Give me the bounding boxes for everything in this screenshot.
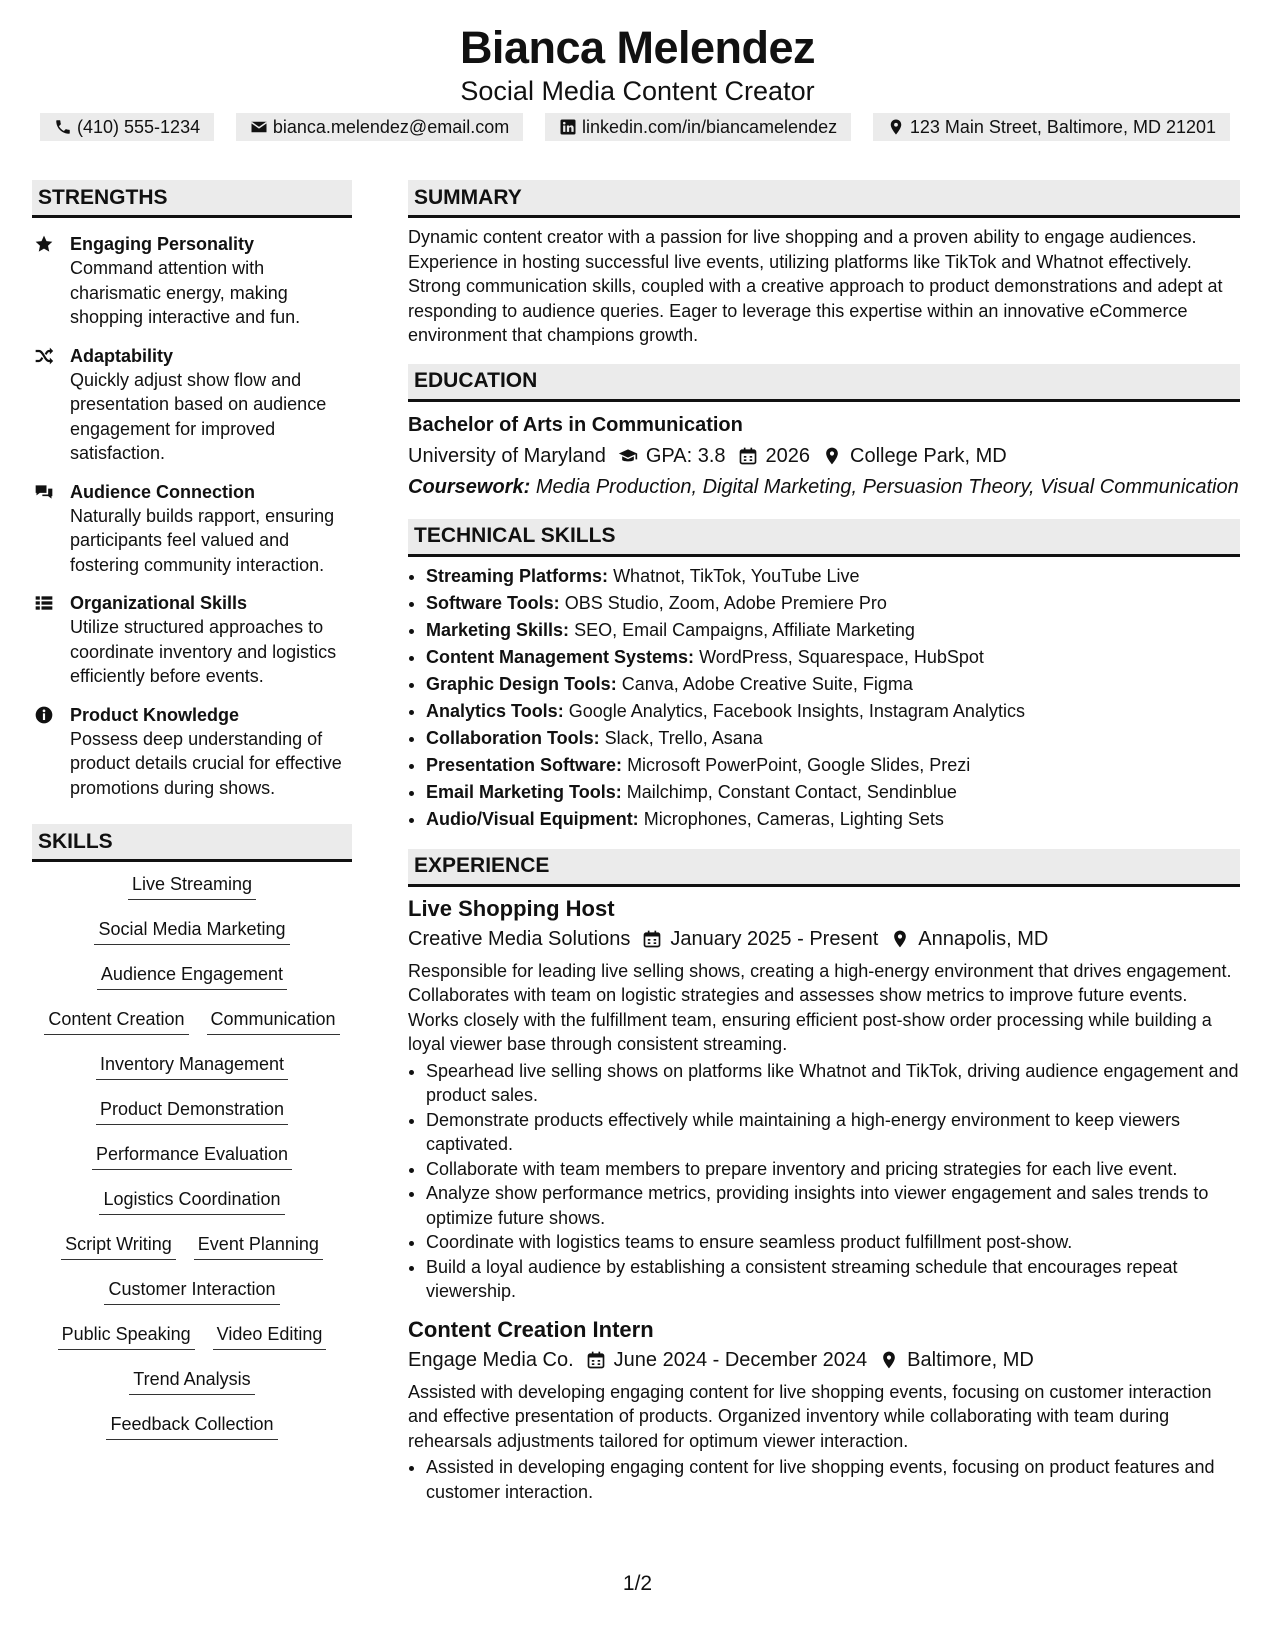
map-pin-icon	[879, 1350, 899, 1370]
calendar-icon	[586, 1350, 606, 1370]
list-item: • Build a loyal audience by establishing a consistent streaming schedule that encourages repeat viewership.	[426, 1255, 1240, 1304]
contact-phone	[40, 113, 214, 141]
list-item: • Analyze show performance metrics, providing insights into viewer engagement and sales trends to optimize future shows.	[426, 1181, 1240, 1230]
skill-tag: Product Demonstration	[96, 1097, 288, 1125]
coursework-label: Coursework:	[408, 475, 531, 498]
job-description: Assisted with developing engaging content for live shopping events, focusing on customer interaction and effective presentation of products. Organized inventory while collaborating with team during rehearsals adjustments tailored for optimum viewer interaction.	[408, 1381, 1212, 1451]
company-name: Engage Media Co.	[408, 1348, 574, 1371]
contact-bar	[40, 113, 1230, 141]
experience-heading: EXPERIENCE	[408, 849, 1240, 887]
star-icon	[34, 234, 54, 254]
company-name: Creative Media Solutions	[408, 927, 631, 950]
strength-desc: Utilize structured approaches to coordinate inventory and logistics efficiently before events.	[70, 617, 337, 686]
tech-label: Presentation Software:	[426, 754, 623, 775]
tech-label: Content Management Systems:	[426, 646, 695, 667]
strength-item	[32, 703, 352, 801]
strength-title: Adaptability	[70, 345, 174, 366]
skill-tag: Logistics Coordination	[99, 1187, 284, 1215]
tech-value: Google Analytics, Facebook Insights, Instagram Analytics	[568, 700, 1025, 721]
summary-text: Dynamic content creator with a passion for live shopping and a proven ability to engage audiences. Experience in hosting successful live events, utilizing platforms like TikTok and Whatnot effectively. Strong communication skills, coupled with a creative approach to product demonstrations and adept at responding to audience queries. Eager to leverage this expertise within an innovative eCommerce environment that champions growth.	[408, 227, 1223, 345]
job-description: Responsible for leading live selling shows, creating a high-energy environment that drives engagement. Collaborates with team on logistic strategies and assesses show metrics to improve future events. Works closely with the fulfillment team, ensuring efficient post-show order processing while building a loyal viewer base through consistent streaming.	[408, 960, 1232, 1054]
strength-title: Product Knowledge	[70, 704, 240, 725]
envelope-icon	[250, 118, 268, 136]
candidate-name: Bianca Melendez	[459, 22, 816, 73]
left-column	[32, 180, 352, 1457]
strength-title: Organizational Skills	[70, 593, 248, 613]
strength-item	[32, 232, 352, 330]
map-pin-icon	[822, 446, 842, 466]
skill-tag: Public Speaking	[58, 1322, 195, 1350]
page-number: 1/2	[622, 1572, 653, 1595]
skill-tag: Customer Interaction	[104, 1277, 279, 1305]
strength-item	[32, 480, 352, 578]
shuffle-icon	[34, 346, 54, 366]
skill-tag: Feedback Collection	[106, 1412, 277, 1440]
contact-phone-text: (410) 555-1234	[77, 116, 201, 137]
job-title: Live Shopping Host	[408, 895, 615, 921]
degree-title: Bachelor of Arts in Communication	[408, 413, 743, 436]
tech-label: Email Marketing Tools:	[426, 781, 622, 802]
contact-email-text: bianca.melendez@email.com	[272, 116, 510, 137]
job-dates: January 2025 - Present	[670, 927, 879, 950]
strength-item	[32, 344, 352, 466]
graduation-year: 2026	[765, 444, 811, 467]
strength-desc: Command attention with charismatic energy, making shopping interactive and fun.	[70, 258, 301, 327]
list-item: • Spearhead live selling shows on platforms like Whatnot and TikTok, driving audience engagement and product sales.	[426, 1059, 1240, 1108]
contact-linkedin-text: linkedin.com/in/biancamelendez	[581, 116, 838, 137]
linkedin-icon	[559, 118, 577, 136]
job-meta	[408, 1347, 1240, 1373]
education-heading: EDUCATION	[408, 364, 1240, 402]
tech-label: Software Tools:	[426, 592, 560, 613]
job-bullets	[408, 1455, 1240, 1504]
strength-item	[32, 591, 352, 689]
comments-icon	[34, 482, 54, 502]
candidate-role: Social Media Content Creator	[460, 76, 815, 106]
technical-skills-list	[408, 563, 1240, 833]
tech-value: WordPress, Squarespace, HubSpot	[699, 646, 984, 667]
tech-value: SEO, Email Campaigns, Affiliate Marketing	[574, 619, 915, 640]
map-pin-icon	[887, 118, 905, 136]
list-item	[426, 644, 1240, 671]
tech-value: Slack, Trello, Asana	[604, 727, 763, 748]
list-item	[426, 590, 1240, 617]
list-item	[426, 806, 1240, 833]
list-item	[426, 752, 1240, 779]
gpa: GPA: 3.8	[645, 444, 726, 467]
skill-tag: Audience Engagement	[97, 962, 287, 990]
job-bullets	[408, 1059, 1240, 1304]
graduation-cap-icon	[618, 446, 638, 466]
list-item: • Assisted in developing engaging content for live shopping events, focusing on product features and customer interaction.	[426, 1455, 1240, 1504]
strength-desc: Naturally builds rapport, ensuring participants feel valued and fostering community interaction.	[70, 505, 335, 575]
skill-tag: Content Creation	[44, 1007, 188, 1035]
phone-icon	[54, 118, 72, 136]
tech-value: Canva, Adobe Creative Suite, Figma	[621, 673, 913, 694]
strength-title: Engaging Personality	[70, 234, 255, 254]
education-meta	[408, 443, 1240, 469]
job-dates: June 2024 - December 2024	[613, 1348, 868, 1371]
right-column	[408, 180, 1240, 1504]
list-item	[426, 698, 1240, 725]
list-item	[426, 725, 1240, 752]
technical-skills-heading: TECHNICAL SKILLS	[408, 519, 1240, 557]
tech-label: Streaming Platforms:	[426, 565, 609, 586]
list-item	[426, 671, 1240, 698]
strength-desc: Quickly adjust show flow and presentation based on audience engagement for improved satisfaction.	[70, 369, 327, 463]
list-item: • Collaborate with team members to prepare inventory and pricing strategies for each live event.	[426, 1157, 1240, 1182]
skill-tag: Trend Analysis	[129, 1367, 254, 1395]
tech-value: Mailchimp, Constant Contact, Sendinblue	[626, 781, 957, 802]
strength-title: Audience Connection	[70, 481, 256, 502]
tech-label: Graphic Design Tools:	[426, 673, 617, 694]
contact-email[interactable]	[236, 113, 523, 141]
job-meta	[408, 926, 1240, 952]
tech-value: Microphones, Cameras, Lighting Sets	[643, 808, 944, 829]
tech-value: OBS Studio, Zoom, Adobe Premiere Pro	[564, 592, 887, 613]
tech-value: Whatnot, TikTok, YouTube Live	[613, 565, 860, 586]
tech-label: Collaboration Tools:	[426, 727, 600, 748]
school-name: University of Maryland	[408, 444, 606, 467]
job-title: Content Creation Intern	[408, 1316, 654, 1342]
contact-linkedin[interactable]	[545, 113, 851, 141]
summary-heading: SUMMARY	[408, 180, 1240, 218]
list-item	[426, 617, 1240, 644]
skill-tag: Performance Evaluation	[92, 1142, 292, 1170]
tech-label: Audio/Visual Equipment:	[426, 808, 639, 829]
contact-address	[873, 113, 1230, 141]
skill-tag: Event Planning	[194, 1232, 323, 1260]
list-item: • Coordinate with logistics teams to ensure seamless product fulfillment post-show.	[426, 1230, 1240, 1255]
map-pin-icon	[890, 929, 910, 949]
education-location: College Park, MD	[850, 444, 1007, 467]
calendar-icon	[738, 446, 758, 466]
calendar-icon	[642, 929, 662, 949]
skill-tag: Script Writing	[61, 1232, 176, 1260]
skill-tag: Live Streaming	[128, 872, 256, 900]
skill-tag: Communication	[207, 1007, 340, 1035]
info-circle-icon	[34, 705, 54, 725]
strength-desc: Possess deep understanding of product details crucial for effective promotions during shows.	[70, 728, 342, 798]
contact-address-text: 123 Main Street, Baltimore, MD 21201	[909, 116, 1216, 137]
skill-tag: Video Editing	[213, 1322, 327, 1350]
coursework-text: Media Production, Digital Marketing, Persuasion Theory, Visual Communication	[535, 475, 1239, 498]
skill-tag: Inventory Management	[96, 1052, 288, 1080]
tech-value: Microsoft PowerPoint, Google Slides, Prezi	[627, 754, 971, 775]
list-icon	[34, 593, 54, 613]
list-item	[426, 563, 1240, 590]
strengths-heading: STRENGTHS	[32, 180, 352, 218]
tech-label: Analytics Tools:	[426, 700, 564, 721]
tech-label: Marketing Skills:	[426, 619, 570, 640]
skill-tag: Social Media Marketing	[94, 917, 289, 945]
job-location: Annapolis, MD	[918, 927, 1049, 950]
list-item	[426, 779, 1240, 806]
list-item: • Demonstrate products effectively while maintaining a high-energy environment to keep viewers captivated.	[426, 1108, 1240, 1157]
skills-heading: SKILLS	[32, 824, 352, 862]
job-location: Baltimore, MD	[907, 1348, 1034, 1371]
skills-list	[32, 872, 352, 1457]
coursework	[408, 475, 1240, 499]
